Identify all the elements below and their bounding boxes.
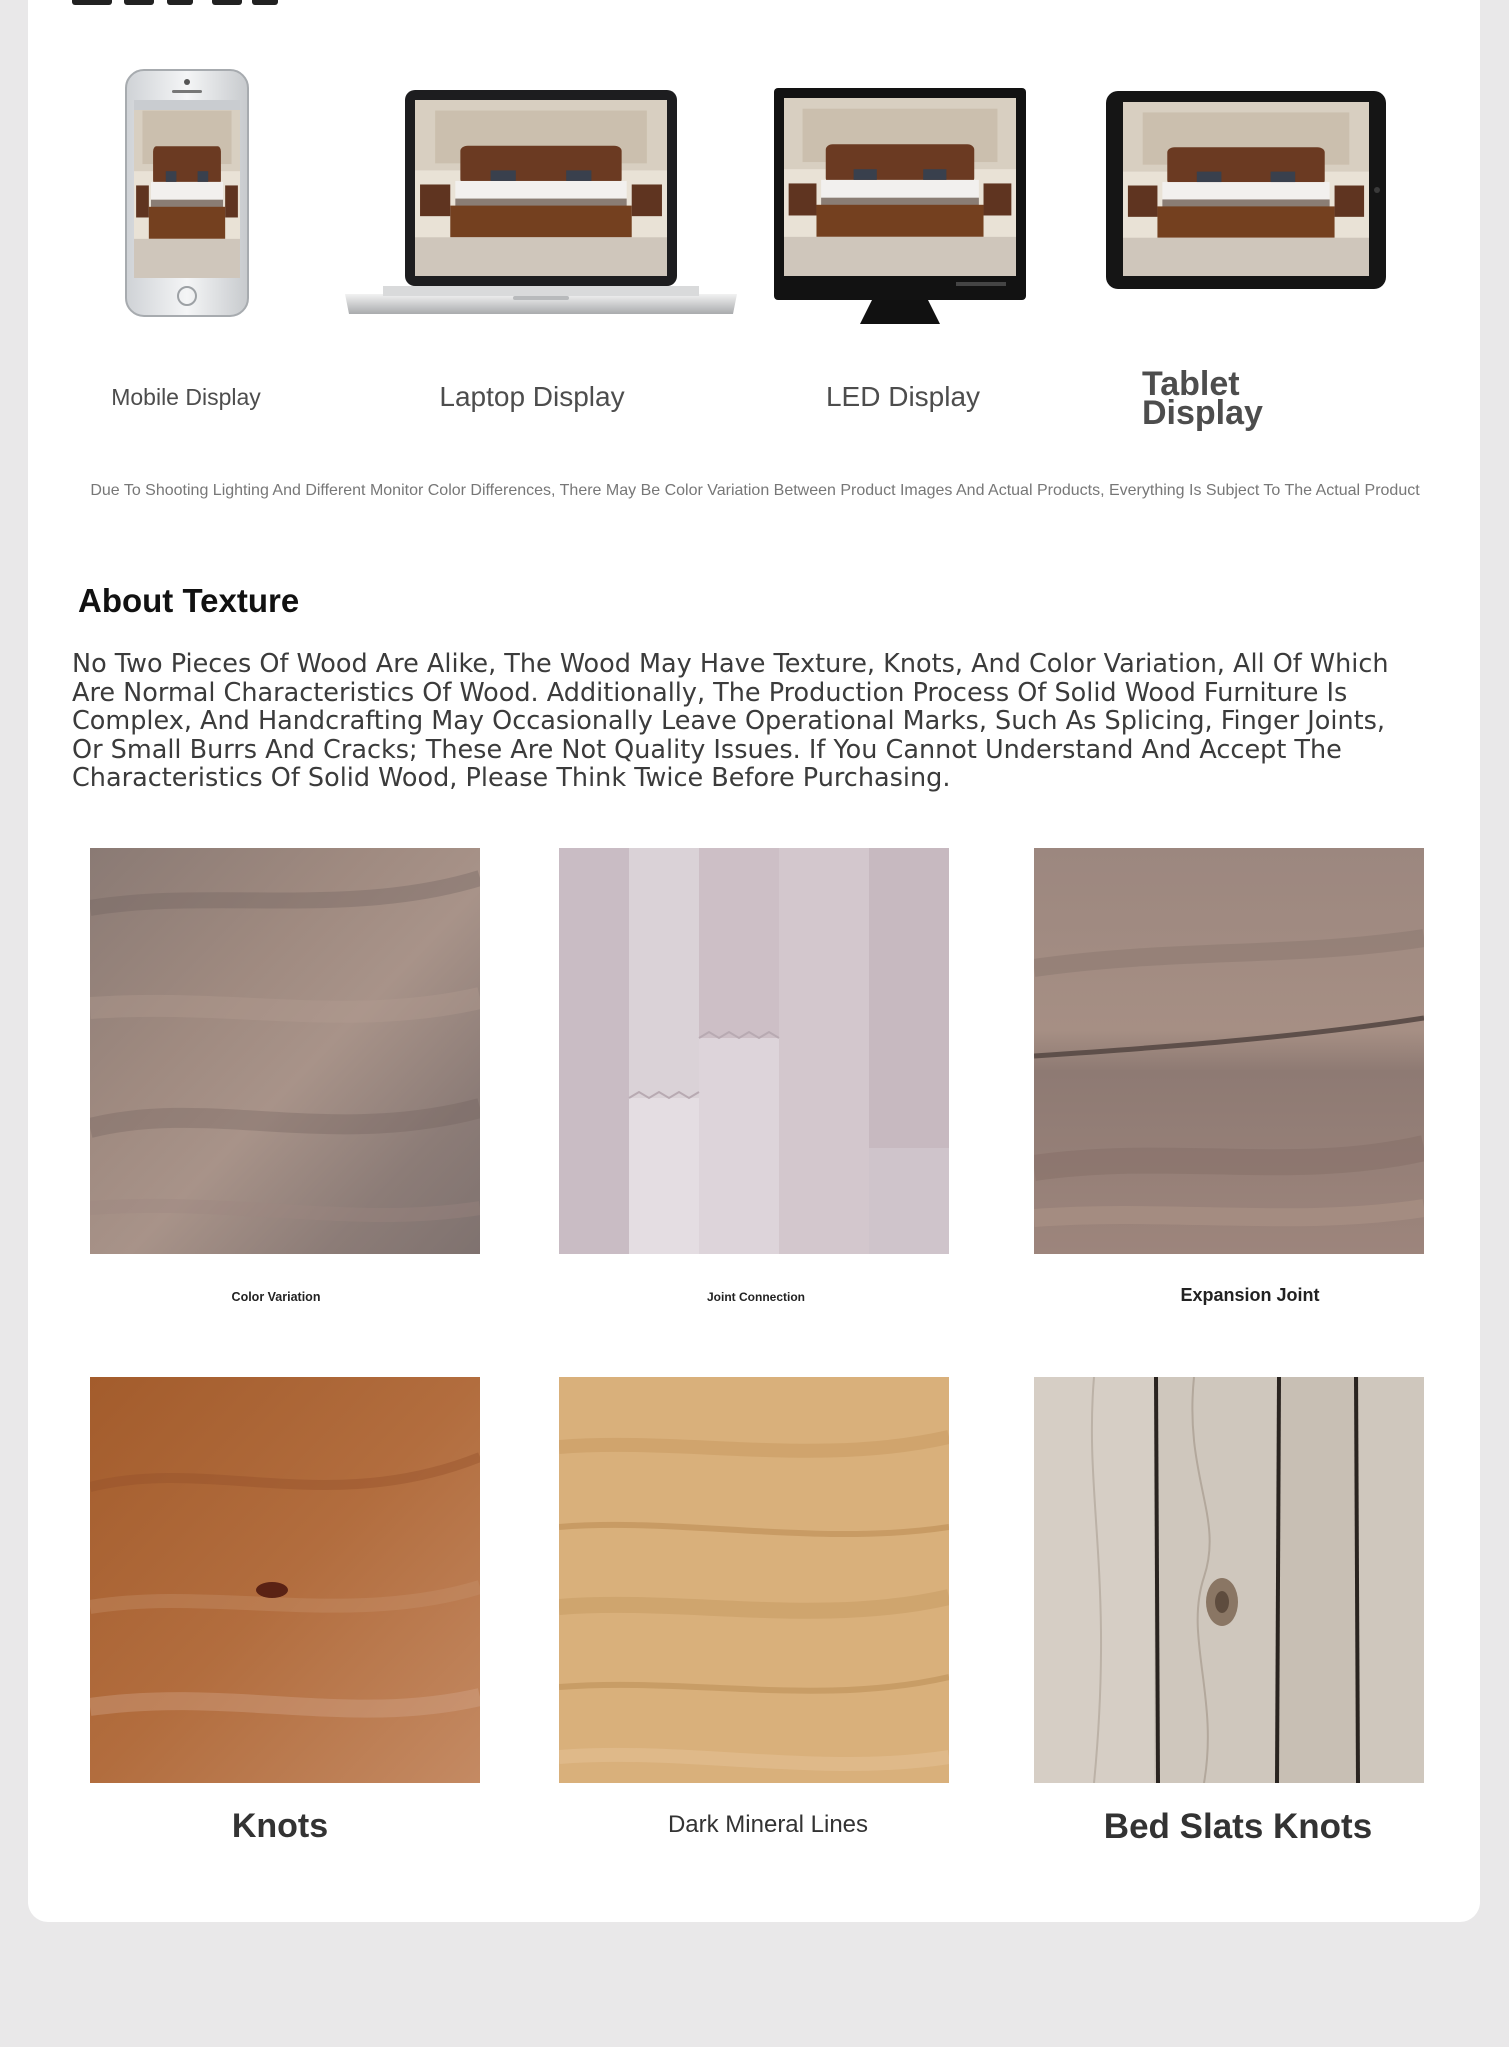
caption-knots: Knots	[231, 1807, 329, 1845]
caption-color-variation: Color Variation	[231, 1290, 321, 1304]
partial-logo	[72, 0, 282, 6]
caption-joint-connection: Joint Connection	[707, 1290, 805, 1304]
mobile-display-label: Mobile Display	[111, 384, 261, 410]
texture-knots-image	[90, 1377, 480, 1783]
texture-expansion-joint-image	[1034, 848, 1424, 1254]
color-variation-notice: Due To Shooting Lighting And Different Monitor Color Differences, There May Be Color Variation Between Product Images And Actual Products, Everything Is Subject To The Actual Product	[90, 482, 1420, 499]
laptop-device-image	[343, 88, 739, 324]
led-display-label: LED Display	[825, 381, 981, 412]
led-monitor-image	[772, 88, 1028, 324]
texture-color-variation-image	[90, 848, 480, 1254]
caption-bed-slats-knots: Bed Slats Knots	[1103, 1807, 1373, 1846]
texture-dark-mineral-lines-image	[559, 1377, 949, 1783]
texture-bed-slats-knots-image	[1034, 1377, 1424, 1783]
caption-expansion-joint: Expansion Joint	[1180, 1285, 1320, 1305]
caption-dark-mineral-lines: Dark Mineral Lines	[667, 1811, 869, 1838]
tablet-device-image	[1105, 90, 1387, 290]
about-texture-body: No Two Pieces Of Wood Are Alike, The Wood May Have Texture, Knots, And Color Variation, All Of Which Are Normal Characteristics Of Wood. Additionally, The Production Process Of Solid Wood Furniture Is Complex, And Handcrafting May Occasionally Leave Operational Marks, Such As Splicing, Finger Joints, Or Small Burrs And Cracks; These Are Not Quality Issues. If You Cannot Understand And Accept The Characteristics Of Solid Wood, Please Think Twice Before Purchasing.	[72, 649, 1389, 794]
mobile-device-image	[124, 68, 250, 318]
tablet-display-label: Tablet Display	[1142, 365, 1263, 432]
texture-joint-connection-image	[559, 848, 949, 1254]
laptop-display-label: Laptop Display	[439, 381, 625, 412]
about-texture-title: About Texture	[78, 582, 300, 619]
